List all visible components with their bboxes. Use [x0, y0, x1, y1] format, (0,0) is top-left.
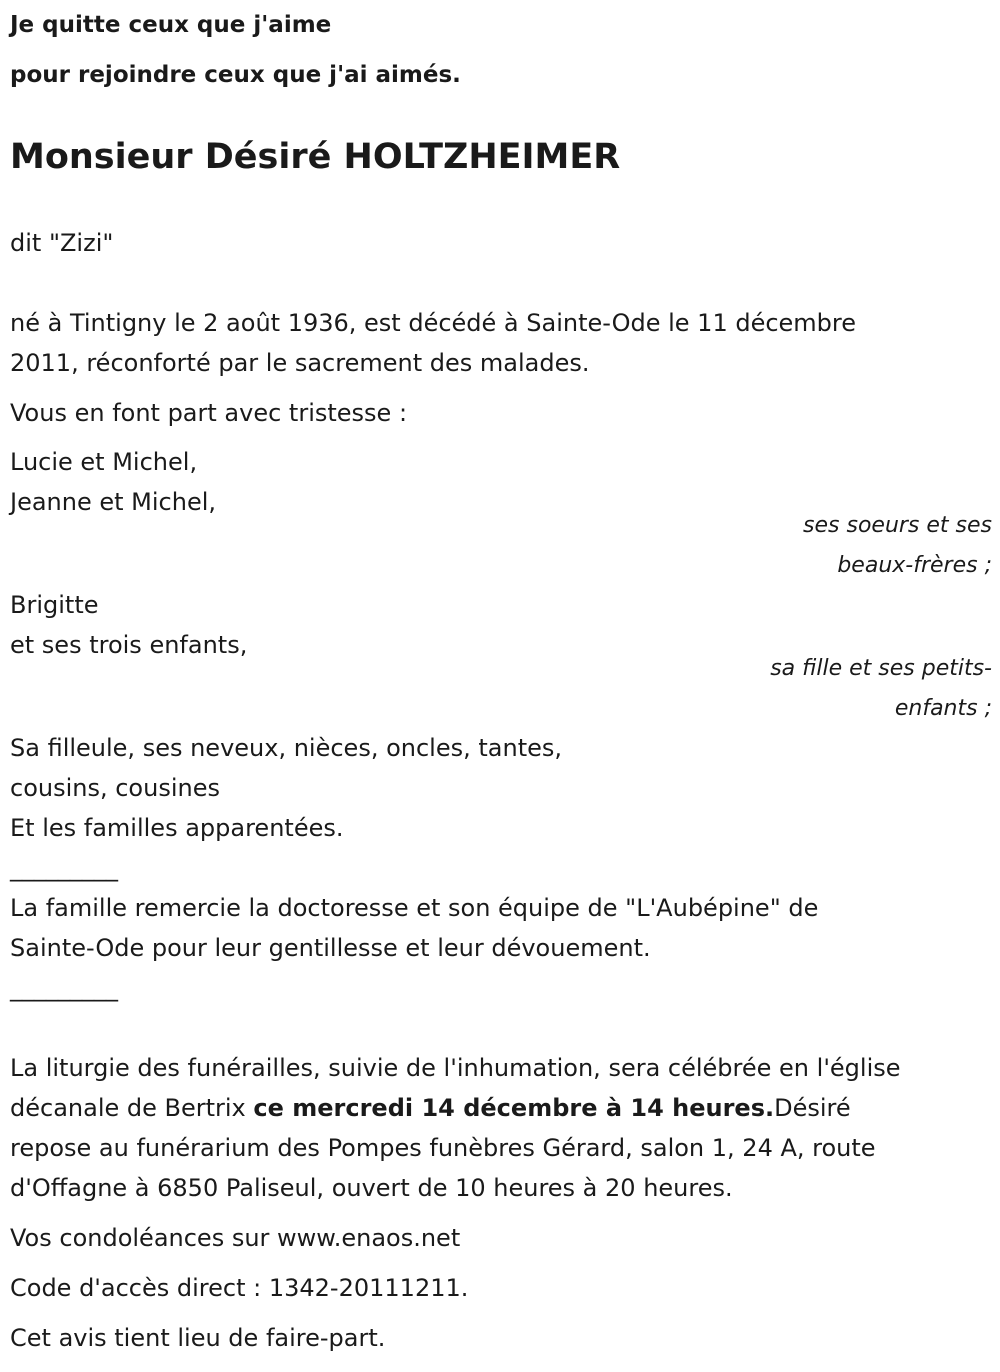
nickname: dit "Zizi" [10, 229, 114, 257]
thanks-line-1: La famille remercie la doctoresse et son équipe de "L'Aubépine" de [10, 894, 819, 922]
daughter-relation-1: sa fille et ses petits- [770, 656, 992, 681]
funeral-line-4: d'Offagne à 6850 Paliseul, ouvert de 10 heures à 20 heures. [10, 1174, 733, 1202]
deceased-name: Monsieur Désiré HOLTZHEIMER [10, 137, 621, 177]
sisters-line-2: Jeanne et Michel, [10, 488, 217, 516]
separator-2: _________ [10, 974, 118, 1002]
announcement-intro: Vous en font part avec tristesse : [10, 399, 408, 427]
funeral-line-1: La liturgie des funérailles, suivie de l'inhumation, sera célébrée en l'église [10, 1054, 901, 1082]
thanks-line-2: Sainte-Ode pour leur gentillesse et leur dévouement. [10, 934, 651, 962]
sisters-relation-1: ses soeurs et ses [803, 513, 992, 538]
others-line-1: Sa filleule, ses neveux, nièces, oncles, tantes, [10, 734, 562, 762]
condolences-line: Vos condoléances sur www.enaos.net [10, 1224, 461, 1252]
sisters-line-1: Lucie et Michel, [10, 448, 198, 476]
announcement-line-2: 2011, réconforté par le sacrement des malades. [10, 349, 590, 377]
funeral-line-3: repose au funérarium des Pompes funèbres Gérard, salon 1, 24 A, route [10, 1134, 876, 1162]
epigraph-line-1: Je quitte ceux que j'aime [10, 12, 332, 38]
separator-1: _________ [10, 854, 118, 882]
access-code-line: Code d'accès direct : 1342-20111211. [10, 1274, 469, 1302]
funeral-line-2 [10, 1088, 851, 1128]
epigraph-line-2: pour rejoindre ceux que j'ai aimés. [10, 62, 461, 88]
funeral-date-time: ce mercredi 14 décembre à 14 heures. [253, 1094, 775, 1122]
others-line-2: cousins, cousines [10, 774, 220, 802]
daughter-relation-2: enfants ; [894, 696, 992, 721]
funeral-line-2-end: Désiré [774, 1094, 851, 1122]
funeral-line-2-start: décanale de Bertrix [10, 1094, 254, 1122]
daughter-line-2: et ses trois enfants, [10, 631, 248, 659]
sisters-relation-2: beaux-frères ; [837, 553, 992, 578]
notice-line: Cet avis tient lieu de faire-part. [10, 1324, 386, 1352]
announcement-line-1: né à Tintigny le 2 août 1936, est décédé à Sainte-Ode le 11 décembre [10, 309, 857, 337]
daughter-line-1: Brigitte [10, 591, 99, 619]
others-line-3: Et les familles apparentées. [10, 814, 344, 842]
